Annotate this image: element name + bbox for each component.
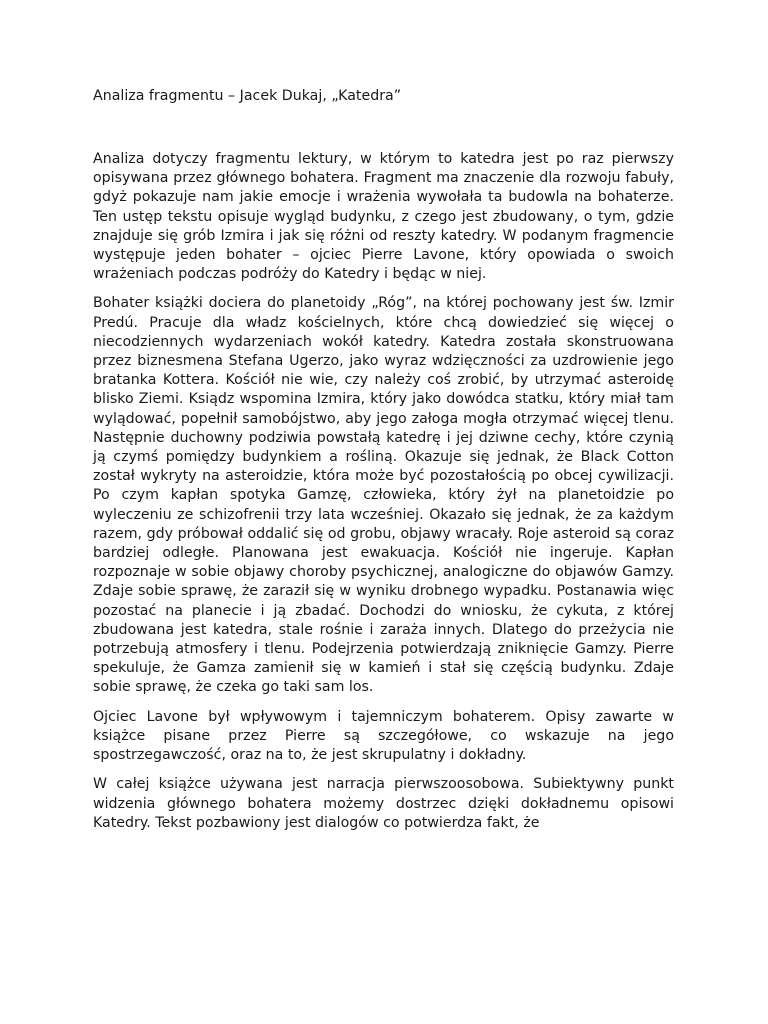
paragraph-1: Analiza dotyczy fragmentu lektury, w którym to katedra jest po raz pierwszy opisywana przez głównego bohatera. Fragment ma znaczenie dla rozwoju fabuły, gdyż pokazuje nam jakie emocje i wrażenia wywołała ta budowla na bohaterze. Ten ustęp tekstu opisuje wygląd budynku, z czego jest zbudowany, o tym, gdzie znajduje się grób Izmira i jak się różni od reszty katedry. W podanym fragmencie występuje jeden bohater – ojciec Pierre Lavone, który opowiada o swoich wrażeniach podczas podróży do Katedry i będąc w niej. bbox=[93, 151, 674, 283]
paragraph-2: Bohater książki dociera do planetoidy „Róg”, na której pochowany jest św. Izmir Predú. Pracuje dla władz kościelnych, które chcą dowiedzieć się więcej o niecodziennych wydarzeniach wokół katedry. Katedra została skonstruowana przez biznesmena Stefana Ugerzo, jako wyraz wdzięczności za uzdrowienie jego bratanka Kottera. Kościół nie wie, czy należy coś zrobić, by utrzymać asteroidę blisko Ziemi. Ksiądz wspomina Izmira, który jako dowódca statku, który miał tam wylądować, popełnił samobójstwo, aby jego załoga mogła otrzymać więcej tlenu. Następnie duchowny podziwia powstałą katedrę i jej dziwne cechy, które czynią ją czymś pomiędzy budynkiem a rośliną. Okazuje się jednak, że Black Cotton został wykryty na asteroidzie, która może być pozostałością po obcej cywilizacji. Po czym kapłan spotyka Gamzę, człowieka, który żył na planetoidzie po wyleczeniu ze schizofrenii trzy lata wcześniej. Okazało się jednak, że za każdym razem, gdy próbował oddalić się od grobu, objawy wracały. Roje asteroid są coraz bardziej odległe. Planowana jest ewakuacja. Kościół nie ingeruje. Kapłan rozpoznaje w sobie objawy choroby psychicznej, analogiczne do objawów Gamzy. Zdaje sobie sprawę, że zaraził się w wyniku drobnego wypadku. Postanawia więc pozostać na planecie i ją zbadać. Dochodzi do wniosku, że cykuta, z której zbudowana jest katedra, stale rośnie i zaraża innych. Dlatego do przeżycia nie potrzebują atmosfery i tlenu. Podejrzenia potwierdzają zniknięcie Gamzy. Pierre spekuluje, że Gamza zamienił się w kamień i stał się częścią budynku. Zdaje sobie sprawę, że czeka go taki sam los. bbox=[93, 295, 674, 696]
paragraph-3: Ojciec Lavone był wpływowym i tajemniczym bohaterem. Opisy zawarte w książce pisane przez Pierre są szczegółowe, co wskazuje na jego spostrzegawczość, oraz na to, że jest skrupulatny i dokładny. bbox=[93, 708, 674, 764]
paragraph-4: W całej książce używana jest narracja pierwszoosobowa. Subiektywny punkt widzenia głównego bohatera możemy dostrzec dzięki dokładnemu opisowi Katedry. Tekst pozbawiony jest dialogów co potwierdza fakt, że bbox=[93, 776, 674, 831]
document-title: Analiza fragmentu – Jacek Dukaj, „Katedra” bbox=[93, 88, 402, 104]
